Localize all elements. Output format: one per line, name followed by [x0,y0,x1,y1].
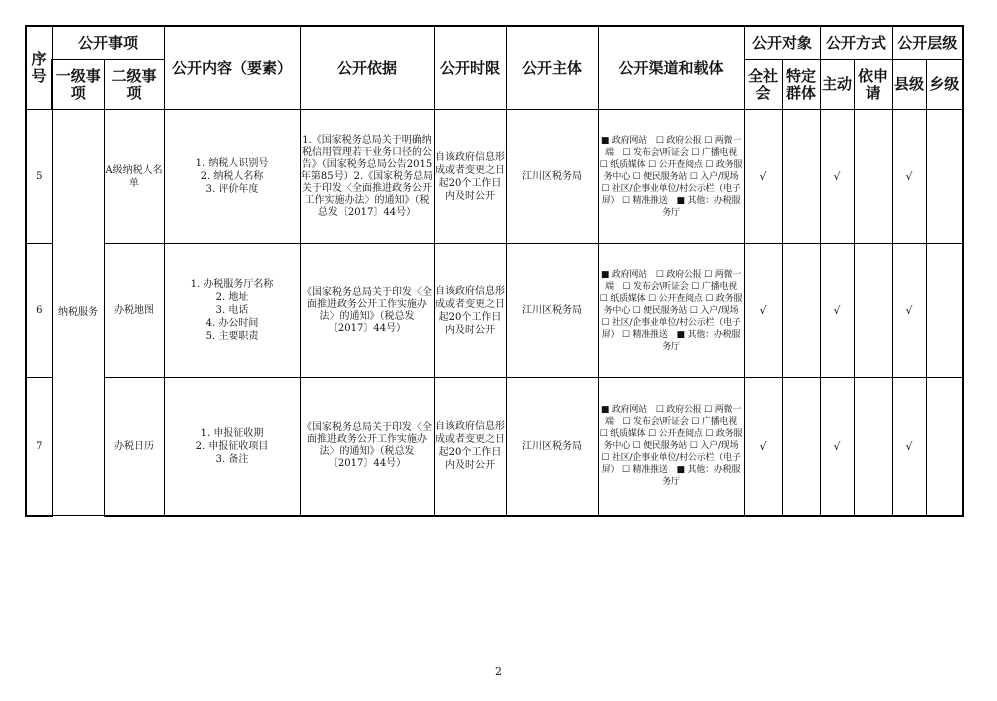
row-audience-all: √ [744,244,782,378]
row-method-active: √ [820,244,854,378]
row-audience-all: √ [744,378,782,516]
row-channel: ■ 政府网站 ☐ 政府公报 ☐ 两微一端 ☐ 发布会\听证会 ☐ 广播电视 ☐ 纸质媒体 ☐ 公开查阅点 ☐ 政务服务中心 ☐ 便民服务站 ☐ 入户/现场 ☐ 社区/企事业单位/村公示栏（电子屏） ☐ 精准推送 ■ 其他：办税服务厅 [598,110,744,244]
content-item: 2. 纳税人名称 [200,171,264,182]
header-level-township: 乡级 [926,60,963,110]
header-seq: 序号 [26,26,52,110]
row-seq: 6 [26,244,52,378]
row-audience-specific [782,244,820,378]
row-level-township [926,244,963,378]
row-seq: 7 [26,378,52,516]
row-level-township [926,378,963,516]
header-method: 公开方式 [820,26,892,60]
content-item: 2. 地址 [215,292,249,303]
header-subject: 公开主体 [506,26,598,110]
header-method-active: 主动 [820,60,854,110]
row-channel: ■ 政府网站 ☐ 政府公报 ☐ 两微一端 ☐ 发布会\听证会 ☐ 广播电视 ☐ 纸质媒体 ☐ 公开查阅点 ☐ 政务服务中心 ☐ 便民服务站 ☐ 入户/现场 ☐ 社区/企事业单位/村公示栏（电子屏） ☐ 精准推送 ■ 其他：办税服务厅 [598,378,744,516]
content-item: 1. 纳税人识别号 [195,158,269,169]
row-seq: 5 [26,110,52,244]
row-method-request [854,110,892,244]
row-time-limit: 自该政府信息形成或者变更之日起20个工作日内及时公开 [434,244,506,378]
content-item: 3. 评价年度 [205,184,259,195]
row-subject: 江川区税务局 [506,378,598,516]
row-level-township [926,110,963,244]
row-audience-specific [782,378,820,516]
row-level2: A级纳税人名单 [104,110,164,244]
header-time-limit: 公开时限 [434,26,506,110]
row-subject: 江川区税务局 [506,110,598,244]
header-audience-all: 全社会 [744,60,782,110]
row-basis: 1.《国家税务总局关于明确纳税信用管理若干业务口径的公告》（国家税务总局公告2015年第85号）2.《国家税务总局关于印发〈全面推进政务公开工作实施办法〉的通知》（税总发〔2017〕44号） [300,110,434,244]
table-row [26,244,963,378]
row-basis: 《国家税务总局关于印发〈全面推进政务公开工作实施办法〉的通知》（税总发〔2017〕44号） [300,378,434,516]
row-content [164,244,300,378]
row-audience-all: √ [744,110,782,244]
content-item: 3. 电话 [215,305,249,316]
table-row [26,110,963,244]
row-channel: ■ 政府网站 ☐ 政府公报 ☐ 两微一端 ☐ 发布会\听证会 ☐ 广播电视 ☐ 纸质媒体 ☐ 公开查阅点 ☐ 政务服务中心 ☐ 便民服务站 ☐ 入户/现场 ☐ 社区/企事业单位/村公示栏（电子屏） ☐ 精准推送 ■ 其他：办税服务厅 [598,244,744,378]
header-channel: 公开渠道和载体 [598,26,744,110]
header-method-request: 依申请 [854,60,892,110]
content-item: 1. 申报征收期 [200,427,264,439]
header-level-county: 县级 [892,60,926,110]
row-content [164,378,300,516]
row-time-limit: 自该政府信息形成或者变更之日起20个工作日内及时公开 [434,378,506,516]
row-time-limit: 自该政府信息形成或者变更之日起20个工作日内及时公开 [434,110,506,244]
row-subject: 江川区税务局 [506,244,598,378]
disclosure-table [25,25,964,517]
header-content: 公开内容（要素） [164,26,300,110]
row-method-request [854,244,892,378]
header-audience-specific: 特定群体 [782,60,820,110]
header-level2: 二级事项 [104,60,164,110]
header-audience: 公开对象 [744,26,820,60]
row-method-active: √ [820,110,854,244]
content-item: 3. 备注 [215,453,249,465]
row-basis: 《国家税务总局关于印发〈全面推进政务公开工作实施办法〉的通知》（税总发〔2017〕44号） [300,244,434,378]
row-level-county: √ [892,378,926,516]
row-content [164,110,300,244]
header-level1: 一级事项 [52,60,104,110]
row-level-county: √ [892,110,926,244]
row-level-county: √ [892,244,926,378]
page-number: 2 [495,665,502,678]
row-level2: 办税地图 [104,244,164,378]
header-disclosure-item: 公开事项 [52,26,164,60]
table-row [26,378,963,516]
row-level2: 办税日历 [104,378,164,516]
content-item: 4. 办公时间 [205,318,259,329]
category-cell: 纳税服务 [52,110,104,516]
header-level: 公开层级 [892,26,963,60]
content-item: 1. 办税服务厅名称 [190,279,274,290]
row-method-request [854,378,892,516]
header-basis: 公开依据 [300,26,434,110]
content-item: 5. 主要职责 [205,331,259,342]
row-method-active: √ [820,378,854,516]
row-audience-specific [782,110,820,244]
content-item: 2. 申报征收项目 [195,440,269,452]
